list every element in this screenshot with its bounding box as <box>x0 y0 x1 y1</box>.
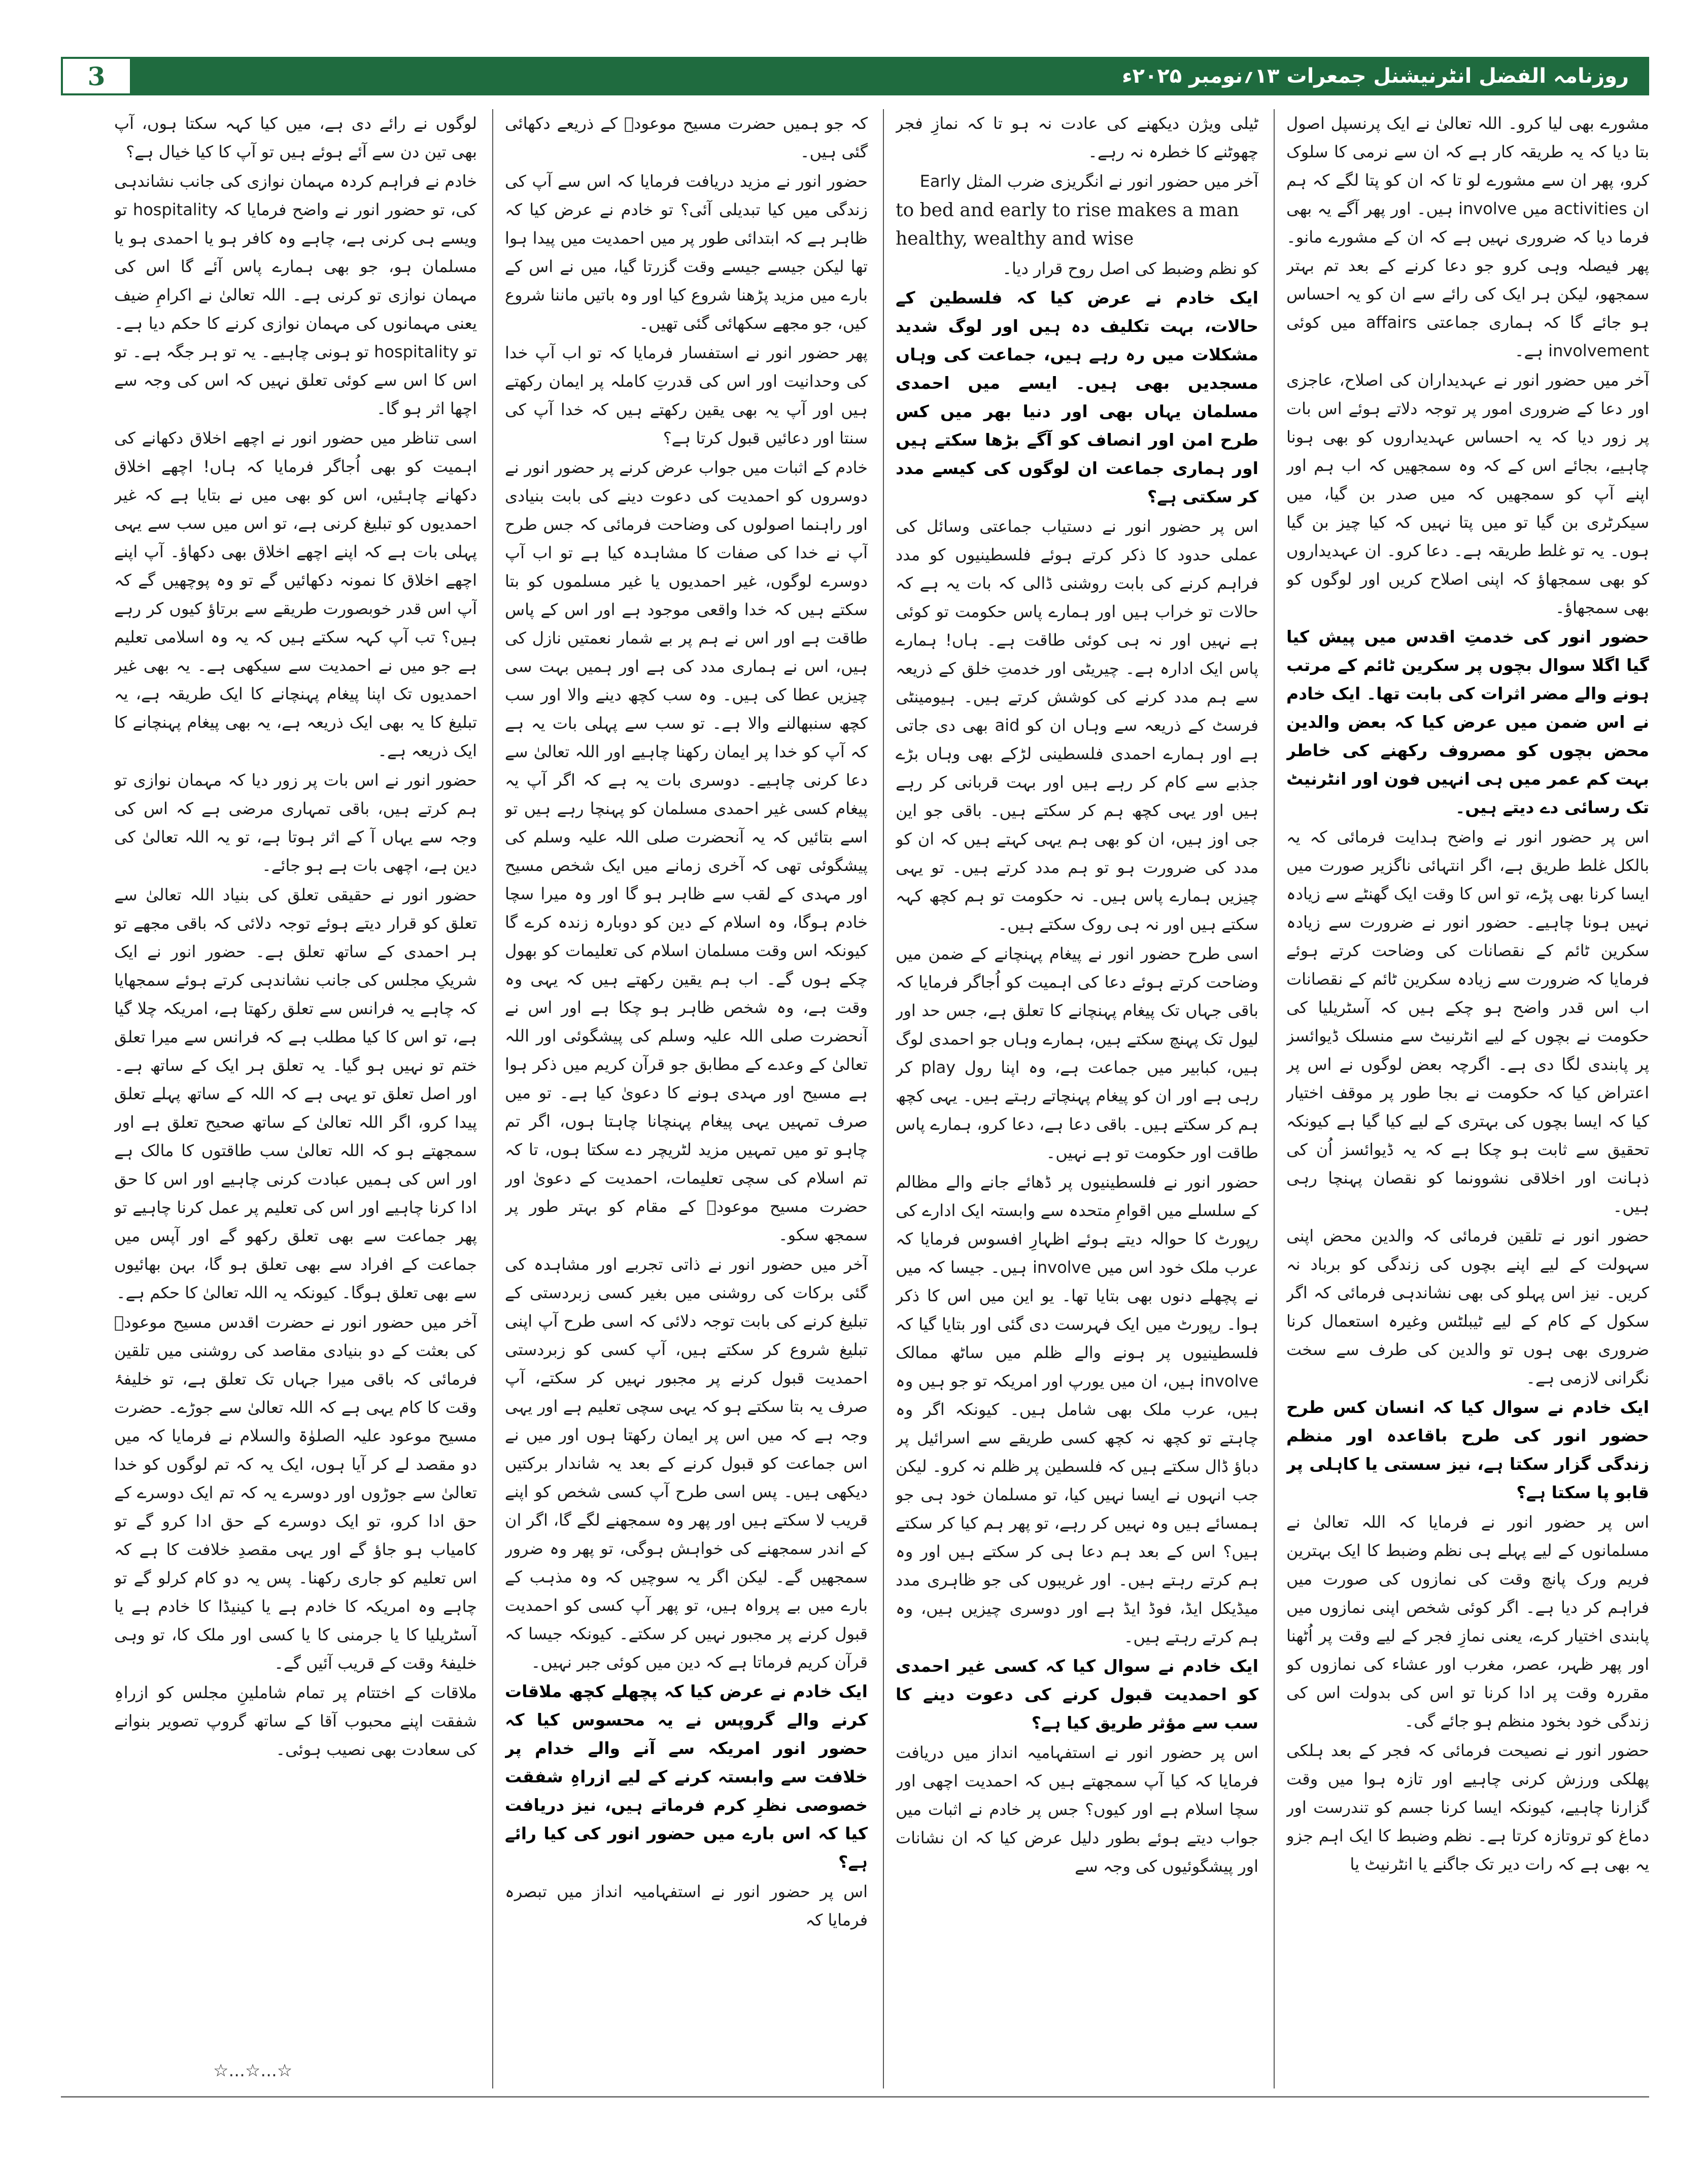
column-divider <box>1274 109 1275 2088</box>
question-paragraph: حضور انور کی خدمتِ اقدس میں پیش کیا گیا اگلا سوال بچوں پر سکرین ٹائم کے مرتب ہونے والے مضر اثرات کی بابت تھا۔ ایک خادم نے اس ضمن میں عرض کیا کہ بعض والدین محض بچوں کو مصروف رکھنے کی خاطر بہت کم عمر میں ہی انہیں فون اور انٹرنیٹ تک رسائی دے دیتے ہیں۔ <box>1286 627 1649 817</box>
body-paragraph: پھر حضور انور نے استفسار فرمایا کہ تو اب آپ خدا کی وحدانیت اور اس کی قدرتِ کاملہ پر ایمان رکھتے ہیں اور آپ یہ بھی یقین رکھتے ہیں کہ خدا آپ کی سنتا اور دعائیں قبول کرتا ہے؟ <box>505 343 868 448</box>
body-paragraph: اس پر حضور انور نے استفہامیہ انداز میں تبصرہ فرمایا کہ <box>505 1882 868 1930</box>
body-paragraph: لوگوں نے رائے دی ہے، میں کیا کہہ سکتا ہوں، آپ بھی تین دن سے آئے ہوئے ہیں تو آپ کا کیا خیال ہے؟ <box>114 114 477 161</box>
article-column-1 <box>1286 109 1649 2083</box>
body-paragraph: اس پر حضور انور نے دستیاب جماعتی وسائل کی عملی حدود کا ذکر کرتے ہوئے فلسطینیوں کو مدد فراہم کرنے کی بابت روشنی ڈالی کہ بات یہ ہے کہ حالات تو خراب ہیں اور ہمارے پاس حکومت تو کوئی ہے نہیں اور نہ ہی کوئی طاقت ہے۔ ہاں! ہمارے پاس ایک ادارہ ہے۔ چیریٹی اور خدمتِ خلق کے ذریعہ سے ہم مدد کرنے کی کوشش کرتے ہیں۔ ہیومینٹی فرسٹ کے ذریعہ سے وہاں ان کو aid بھی دی جاتی ہے اور ہمارے احمدی فلسطینی لڑکے بھی وہاں بڑے جذبے سے کام کر رہے ہیں اور بہت قربانی کر رہے ہیں اور یہی کچھ ہم کر سکتے ہیں۔ باقی جو این جی اوز ہیں، ان کو بھی ہم یہی کہتے ہیں کہ ان کو مدد کی ضرورت ہو تو ہم مدد کرتے ہیں۔ تو یہی چیزیں ہمارے پاس ہیں۔ نہ حکومت تو ہم کچھ کہہ سکتے ہیں اور نہ ہی روک سکتے ہیں۔ <box>896 517 1258 934</box>
newspaper-title: روزنامہ الفضل انٹرنیشنل جمعرات ۱۳؍نومبر ۲۰۲۵ء <box>1122 64 1629 88</box>
body-paragraph: مشورے بھی لیا کرو۔ اللہ تعالیٰ نے ایک پرنسپل اصول بتا دیا کہ یہ طریقہ کار ہے کہ ان سے نرمی کا سلوک کرو، پھر ان سے مشورے لو تا کہ ان کو پتا لگے کہ ہم ان activities میں involve ہیں۔ اور پھر آگے یہ بھی فرما دیا کہ ضروری نہیں ہے کہ ان کے مشورے مانو۔ پھر فیصلہ وہی کرو جو دعا کرنے کے بعد تم بہتر سمجھو، لیکن ہر ایک کی رائے سے ان کو یہ احساس ہو جائے گا کہ ہماری جماعتی affairs میں کوئی involvement ہے۔ <box>1286 114 1649 360</box>
article-column-4 <box>114 109 477 2083</box>
body-paragraph: کو نظم وضبط کی اصل روح قرار دیا۔ <box>1002 259 1258 278</box>
body-paragraph: حضور انور نے فلسطینیوں پر ڈھائے جانے والے مظالم کے سلسلے میں اقوامِ متحدہ سے وابستہ ایک ادارے کی رپورٹ کا حوالہ دیتے ہوئے اظہارِ افسوس فرمایا کہ عرب ملک خود اس میں involve ہیں۔ جیسا کہ میں نے پچھلے دنوں بھی بتایا تھا۔ یو این میں اس کا ذکر ہوا۔ رپورٹ میں ایک فہرست دی گئی اور بتایا گیا کہ فلسطینیوں پر ہونے والے ظلم میں ساٹھ ممالک involve ہیں، ان میں یورپ اور امریکہ تو جو ہیں وہ ہیں، عرب ملک بھی شامل ہیں۔ کیونکہ اگر وہ چاہتے تو کچھ نہ کچھ کسی طریقے سے اسرائیل پر دباؤ ڈال سکتے ہیں کہ فلسطین پر ظلم نہ کرو۔ لیکن جب انہوں نے ایسا نہیں کیا، تو مسلمان خود ہی جو ہمسائے ہیں وہ نہیں کر رہے، تو پھر ہم کیا کر سکتے ہیں؟ اس کے بعد ہم دعا ہی کر سکتے ہیں اور وہ ہم کرتے رہتے ہیں۔ اور غریبوں کی جو ظاہری مدد میڈیکل ایڈ، فوڈ ایڈ ہے اور دوسری چیزیں ہیں، وہ ہم کرتے رہتے ہیں۔ <box>896 1172 1258 1646</box>
body-paragraph: آخر میں حضور انور نے انگریزی ضرب المثل Early <box>919 172 1258 191</box>
body-paragraph: to bed and early to rise makes a man healthy, wealthy and wise <box>896 200 1239 249</box>
body-paragraph: اس پر حضور انور نے واضح ہدایت فرمائی کہ یہ بالکل غلط طریق ہے، اگر انتہائی ناگزیر صورت میں ایسا کرنا بھی پڑے، تو اس کا وقت ایک گھنٹے سے زیادہ نہیں ہونا چاہیے۔ حضور انور نے ضرورت سے زیادہ سکرین ٹائم کے نقصانات کی وضاحت کرتے ہوئے فرمایا کہ ضرورت سے زیادہ سکرین ٹائم کے نقصانات اب اس قدر واضح ہو چکے ہیں کہ آسٹریلیا کی حکومت نے بچوں کے لیے انٹرنیٹ سے منسلک ڈیوائسز پر پابندی لگا دی ہے۔ اگرچہ بعض لوگوں نے اس پر اعتراض کیا کہ حکومت نے بجا طور پر موقف اختیار کیا کہ ایسا بچوں کی بہتری کے لیے کیا گیا ہے کیونکہ تحقیق سے ثابت ہو چکا ہے کہ یہ ڈیوائسز اُن کی ذہانت اور اخلاقی نشوونما کو نقصان پہنچا رہی ہیں۔ <box>1286 827 1649 1216</box>
column-divider <box>883 109 884 2088</box>
page-header-bar <box>61 57 1649 95</box>
column-divider <box>492 109 493 2088</box>
body-paragraph: ملاقات کے اختتام پر تمام شاملینِ مجلس کو ازراہِ شفقت اپنے محبوب آقا کے ساتھ گروپ تصویر بنوانے کی سعادت بھی نصیب ہوئی۔ <box>114 1683 477 1759</box>
body-paragraph: خادم کے اثبات میں جواب عرض کرنے پر حضور انور نے دوسروں کو احمدیت کی دعوت دینے کی بابت بنیادی اور راہنما اصولوں کی وضاحت فرمائی کہ جس طرح آپ نے خدا کی صفات کا مشاہدہ کیا ہے تو اب آپ دوسرے لوگوں، غیر احمدیوں یا غیر مسلموں کو بتا سکتے ہیں کہ خدا واقعی موجود ہے اور اس کے پاس طاقت ہے اور اس نے ہم پر بے شمار نعمتیں نازل کی ہیں، اس نے ہماری مدد کی ہے اور ہمیں بہت سی چیزیں عطا کی ہیں۔ وہ سب کچھ دینے والا اور سب کچھ سنبھالنے والا ہے۔ تو سب سے پہلی بات یہ ہے کہ آپ کو خدا پر ایمان رکھنا چاہیے اور اللہ تعالیٰ سے دعا کرنی چاہیے۔ دوسری بات یہ ہے کہ اگر آپ یہ پیغام کسی غیر احمدی مسلمان کو پہنچا رہے ہیں تو اسے بتائیں کہ یہ آنحضرت صلی اللہ علیہ وسلم کی پیشگوئی تھی کہ آخری زمانے میں ایک شخص مسیح اور مہدی کے لقب سے ظاہر ہو گا اور وہ میرا سچا خادم ہوگا، وہ اسلام کے دین کو دوبارہ زندہ کرے گا کیونکہ اس وقت مسلمان اسلام کی تعلیمات کو بھول چکے ہوں گے۔ اب ہم یقین رکھتے ہیں کہ یہی وہ وقت ہے، وہ شخص ظاہر ہو چکا ہے اور اس نے آنحضرت صلی اللہ علیہ وسلم کی پیشگوئی اور اللہ تعالیٰ کے وعدے کے مطابق جو قرآن کریم میں ذکر ہوا ہے مسیح اور مہدی ہونے کا دعویٰ کیا ہے۔ تو میں صرف تمہیں یہی پیغام پہنچانا چاہتا ہوں، اگر تم چاہو تو میں تمہیں مزید لٹریچر دے سکتا ہوں، تا کہ تم اسلام کی سچی تعلیمات، احمدیت کے دعویٰ اور حضرت مسیح موعودؑ کے مقام کو بہتر طور پر سمجھ سکو۔ <box>505 458 868 1244</box>
footer-rule <box>61 2096 1649 2098</box>
body-paragraph: اس پر حضور انور نے فرمایا کہ اللہ تعالیٰ نے مسلمانوں کے لیے پہلے ہی نظم وضبط کا ایک بہترین فریم ورک پانچ وقت کی نمازوں کی صورت میں فراہم کر دیا ہے۔ اگر کوئی شخص اپنی نمازوں میں پابندی اختیار کرے، یعنی نمازِ فجر کے لیے وقت پر اُٹھنا اور پھر ظہر، عصر، مغرب اور عشاء کی نمازوں کو مقررہ وقت پر ادا کرنا تو اس کی بدولت اس کی زندگی خود بخود منظم ہو جائے گی۔ <box>1286 1512 1649 1731</box>
article-column-3 <box>505 109 868 2083</box>
body-paragraph: حضور انور نے حقیقی تعلق کی بنیاد اللہ تعالیٰ سے تعلق کو قرار دیتے ہوئے توجہ دلائی کہ باقی مجھے تو ہر احمدی کے ساتھ تعلق ہے۔ حضور انور نے ایک شریکِ مجلس کی جانب نشاندہی کرتے ہوئے سمجھایا کہ چاہے یہ فرانس سے تعلق رکھتا ہے، امریکہ چلا گیا ہے، تو اس کا کیا مطلب ہے کہ فرانس سے میرا تعلق ختم تو نہیں ہو گیا۔ یہ تعلق ہر ایک کے ساتھ ہے۔ اور اصل تعلق تو یہی ہے کہ اللہ کے ساتھ پہلے تعلق پیدا کرو، اگر اللہ تعالیٰ کے ساتھ صحیح تعلق ہے اور سمجھتے ہو کہ اللہ تعالیٰ سب طاقتوں کا مالک ہے اور اس کی ہمیں عبادت کرنی چاہیے اور اس کا حق ادا کرنا چاہیے اور اس کی تعلیم پر عمل کرنا چاہیے تو پھر جماعت سے بھی تعلق رکھو گے اور آپس میں جماعت کے افراد سے بھی تعلق ہو گا، بہن بھائیوں سے بھی تعلق ہوگا۔ کیونکہ یہ اللہ تعالیٰ کا حکم ہے۔ <box>114 885 477 1302</box>
body-paragraph: کہ جو ہمیں حضرت مسیح موعودؑ کے ذریعے دکھائی گئی ہیں۔ <box>505 114 868 161</box>
question-paragraph: ایک خادم نے سوال کیا کہ کسی غیر احمدی کو احمدیت قبول کرنے کی دعوت دینے کا سب سے مؤثر طریق کیا ہے؟ <box>896 1656 1258 1733</box>
body-paragraph: حضور انور نے نصیحت فرمائی کہ فجر کے بعد ہلکی پھلکی ورزش کرنی چاہیے اور تازہ ہوا میں وقت گزارنا چاہیے، کیونکہ ایسا کرنا جسم کو تندرست اور دماغ کو تروتازہ کرتا ہے۔ نظم وضبط کا ایک اہم جزو یہ بھی ہے کہ رات دیر تک جاگنے یا انٹرنیٹ یا <box>1286 1741 1649 1874</box>
body-paragraph: اس پر حضور انور نے استفہامیہ انداز میں دریافت فرمایا کہ کیا آپ سمجھتے ہیں کہ احمدیت اچھی اور سچا اسلام ہے اور کیوں؟ جس پر خادم نے اثبات میں جواب دیتے ہوئے بطور دلیل عرض کیا کہ ان نشانات اور پیشگوئیوں کی وجہ سے <box>896 1743 1258 1876</box>
article-column-2 <box>896 109 1258 2083</box>
body-paragraph: اسی تناظر میں حضور انور نے اچھے اخلاق دکھانے کی اہمیت کو بھی اُجاگر فرمایا کہ ہاں! اچھے اخلاق دکھانے چاہئیں، اس کو بھی میں نے بتایا ہے کہ غیر احمدیوں کو تبلیغ کرنی ہے، تو اس میں سب سے یہی پہلی بات ہے کہ اپنے اچھے اخلاق بھی دکھاؤ۔ آپ اپنے اچھے اخلاق کا نمونہ دکھائیں گے تو وہ پوچھیں گے کہ آپ اس قدر خوبصورت طریقے سے برتاؤ کیوں کر رہے ہیں؟ تب آپ کہہ سکتے ہیں کہ یہ وہ اسلامی تعلیم ہے جو میں نے احمدیت سے سیکھی ہے۔ یہ بھی غیر احمدیوں تک اپنا پیغام پہنچانے کا ایک طریقہ ہے، یہ تبلیغ کا یہ بھی ایک ذریعہ ہے، یہ بھی پیغام پہنچانے کا ایک ذریعہ ہے۔ <box>114 428 477 760</box>
body-paragraph: حضور انور نے تلقین فرمائی کہ والدین محض اپنی سہولت کے لیے اپنے بچوں کی زندگی کو برباد نہ کریں۔ نیز اس پہلو کی بھی نشاندہی فرمائی کہ اگر سکول کے کام کے لیے ٹیبلٹس وغیرہ استعمال کرنا ضروری بھی ہوں تو والدین کی طرف سے سخت نگرانی لازمی ہے۔ <box>1286 1226 1649 1388</box>
body-paragraph: ٹیلی ویژن دیکھنے کی عادت نہ ہو تا کہ نمازِ فجر چھوٹنے کا خطرہ نہ رہے۔ <box>896 114 1258 161</box>
end-mark: ☆...☆...☆ <box>213 2061 293 2081</box>
body-paragraph: آخر میں حضور انور نے عہدیداران کی اصلاح، عاجزی اور دعا کے ضروری امور پر توجہ دلاتے ہوئے اس بات پر زور دیا کہ یہ احساس عہدیداروں کو بھی ہونا چاہیے، بجائے اس کے کہ وہ سمجھیں کہ اب ہم اور اپنے آپ کو سمجھیں کہ میں صدر بن گیا، میں سیکرٹری بن گیا تو میں پتا نہیں کہ کیا چیز بن گیا ہوں۔ یہ تو غلط طریقہ ہے۔ دعا کرو۔ ان عہدیداروں کو بھی سمجھاؤ کہ اپنی اصلاح کریں اور لوگوں کو بھی سمجھاؤ۔ <box>1286 370 1649 617</box>
body-paragraph: اسی طرح حضور انور نے پیغام پہنچانے کے ضمن میں وضاحت کرتے ہوئے دعا کی اہمیت کو اُجاگر فرمایا کہ باقی جہاں تک پیغام پہنچانے کا تعلق ہے، جس حد اور لیول تک پہنچ سکتے ہیں، ہمارے وہاں جو احمدی لوگ ہیں، کبابیر میں جماعت ہے، وہ اپنا رول play کر رہی ہے اور ان کو پیغام پہنچاتے رہتے ہیں۔ یہی کچھ ہم کر سکتے ہیں۔ باقی دعا ہے، دعا کرو، ہمارے پاس طاقت اور حکومت تو ہے نہیں۔ <box>896 944 1258 1162</box>
question-paragraph: ایک خادم نے سوال کیا کہ انسان کس طرح حضور انور کی طرح باقاعدہ اور منظم زندگی گزار سکتا ہے، نیز سستی یا کاہلی پر قابو پا سکتا ہے؟ <box>1286 1397 1649 1502</box>
page-number: 3 <box>61 57 132 95</box>
body-paragraph: آخر میں حضور انور نے حضرت اقدس مسیح موعودؑ کی بعثت کے دو بنیادی مقاصد کی روشنی میں تلقین فرمائی کہ باقی میرا جہاں تک تعلق ہے، تو خلیفۂ وقت کا کام یہی ہے کہ اللہ تعالیٰ سے جوڑے۔ حضرت مسیح موعود علیہ الصلوٰۃ والسلام نے فرمایا کہ میں دو مقصد لے کر آیا ہوں، ایک یہ کہ تم لوگوں کو خدا تعالیٰ سے جوڑوں اور دوسرے یہ کہ تم ایک دوسرے کے حق ادا کرو، تو ایک دوسرے کے حق ادا کرو گے تو کامیاب ہو جاؤ گے اور یہی مقصدِ خلافت کا ہے کہ اس تعلیم کو جاری رکھنا۔ پس یہ دو کام کرلو گے تو چاہے وہ امریکہ کا خادم ہے یا کینیڈا کا خادم ہے یا آسٹریلیا کا یا جرمنی کا یا کسی اور ملک کا، تو وہی خلیفۂ وقت کے قریب آئیں گے۔ <box>114 1312 477 1673</box>
question-paragraph: ایک خادم نے عرض کیا کہ فلسطین کے حالات، بہت تکلیف دہ ہیں اور لوگ شدید مشکلات میں رہ رہے ہیں، جماعت کی وہاں مسجدیں بھی ہیں۔ ایسے میں احمدی مسلمان یہاں بھی اور دنیا بھر میں کس طرح امن اور انصاف کو آگے بڑھا سکتے ہیں اور ہماری جماعت ان لوگوں کی کیسے مدد کر سکتی ہے؟ <box>896 288 1258 507</box>
body-paragraph: حضور انور نے مزید دریافت فرمایا کہ اس سے آپ کی زندگی میں کیا تبدیلی آئی؟ تو خادم نے عرض کیا کہ ظاہر ہے کہ ابتدائی طور پر میں احمدیت میں پیدا ہوا تھا لیکن جیسے جیسے وقت گزرتا گیا، میں نے اس کے بارے میں مزید پڑھنا شروع کیا اور وہ باتیں ماننا شروع کیں، جو مجھے سکھائی گئی تھیں۔ <box>505 172 868 333</box>
body-paragraph: حضور انور نے اس بات پر زور دیا کہ مہمان نوازی تو ہم کرتے ہیں، باقی تمہاری مرضی ہے کہ اس کی وجہ سے یہاں آ کے اثر ہوتا ہے، تو یہ اللہ تعالیٰ کی دین ہے، اچھی بات ہے ہو جائے۔ <box>114 770 477 875</box>
question-paragraph: ایک خادم نے عرض کیا کہ پچھلے کچھ ملاقات کرنے والے گروپس نے یہ محسوس کیا کہ حضور انور امریکہ سے آنے والے خدام پر خلافت سے وابستہ کرنے کے لیے ازراہِ شفقت خصوصی نظرِ کرم فرماتے ہیں، نیز دریافت کیا کہ اس بارے میں حضور انور کی کیا رائے ہے؟ <box>505 1681 868 1872</box>
body-paragraph: خادم نے فراہم کردہ مہمان نوازی کی جانب نشاندہی کی، تو حضور انور نے واضح فرمایا کہ hospitality تو ویسے ہی کرنی ہے، چاہے وہ کافر ہو یا احمدی ہو یا مسلمان ہو، جو بھی ہمارے پاس آئے گا اس کی مہمان نوازی تو کرنی ہے۔ اللہ تعالیٰ نے اکرامِ ضیف یعنی مہمانوں کی مہمان نوازی کرنے کا حکم دیا ہے۔ تو hospitality تو ہونی چاہیے۔ یہ تو ہر جگہ ہے۔ تو اس کا اس سے کوئی تعلق نہیں کہ اس کی وجہ سے اچھا اثر ہو گا۔ <box>114 172 477 418</box>
body-paragraph: آخر میں حضور انور نے ذاتی تجربے اور مشاہدہ کی گئی برکات کی روشنی میں بغیر کسی زبردستی کے تبلیغ کرنے کی بابت توجہ دلائی کہ اسی طرح آپ اپنی تبلیغ شروع کر سکتے ہیں، آپ کسی کو زبردستی احمدیت قبول کرنے پر مجبور نہیں کر سکتے، آپ صرف یہ بتا سکتے ہو کہ یہی سچی تعلیم ہے اور یہی وجہ ہے کہ میں اس پر ایمان رکھتا ہوں اور میں نے اس جماعت کو قبول کرنے کے بعد یہ شاندار برکتیں دیکھی ہیں۔ پس اسی طرح آپ کسی شخص کو اپنے قریب لا سکتے ہیں اور پھر وہ سمجھنے لگے گا، اگر ان کے اندر سمجھنے کی خواہش ہوگی، تو پھر وہ ضرور سمجھیں گے۔ لیکن اگر یہ سوچیں کہ وہ مذہب کے بارے میں بے پرواہ ہیں، تو پھر آپ کسی کو احمدیت قبول کرنے پر مجبور نہیں کر سکتے۔ کیونکہ جیسا کہ قرآن کریم فرماتا ہے کہ دین میں کوئی جبر نہیں۔ <box>505 1255 868 1672</box>
